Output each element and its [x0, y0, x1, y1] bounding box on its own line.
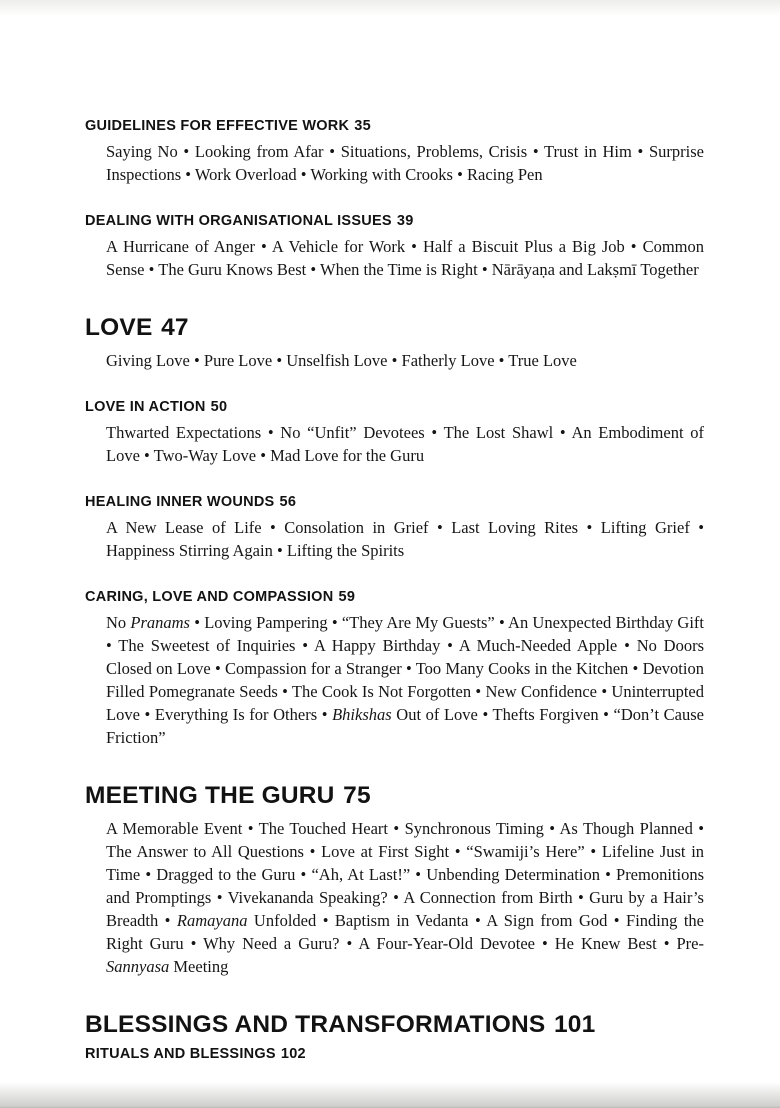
toc-entry: Lifeline Just in Time — [106, 842, 705, 884]
bullet-separator-icon: • — [494, 613, 509, 632]
toc-entry: Unbending Determination — [426, 865, 600, 884]
bullet-separator-icon: • — [316, 911, 335, 930]
toc-entry: The Guru Knows Best — [158, 260, 307, 279]
section-page-number: 101 — [553, 1011, 596, 1038]
bullet-separator-icon: • — [424, 423, 444, 442]
toc-entry: A Happy Birthday — [313, 636, 441, 655]
bullet-separator-icon: • — [210, 659, 225, 678]
bullet-separator-icon: • — [272, 351, 287, 370]
toc-entry: No Doors Closed on Love — [106, 636, 705, 678]
bullet-separator-icon: • — [471, 682, 486, 701]
section-heading — [85, 782, 704, 810]
toc-entry: A Hurricane of Anger — [106, 237, 255, 256]
bullet-separator-icon: • — [139, 446, 154, 465]
bullet-separator-icon: • — [261, 518, 285, 537]
bullet-separator-icon: • — [189, 613, 205, 632]
toc-entry: Thwarted Expectations — [106, 423, 262, 442]
section-page-number: 56 — [279, 494, 297, 510]
toc-entry: Trust in Him — [544, 142, 632, 161]
toc-entry: No Pranams — [106, 613, 190, 632]
toc-entry: A New Lease of Life — [106, 518, 262, 537]
toc-entry: Finding the Right Guru — [106, 911, 704, 953]
toc-entry: “Swamiji’s Here” — [466, 842, 585, 861]
toc-entry: Surprise Inspections — [106, 142, 704, 184]
bullet-separator-icon: • — [617, 636, 637, 655]
toc-entry: Situations, Problems, Crisis — [340, 142, 528, 161]
toc-entry: Dragged to the Guru — [156, 865, 296, 884]
bullet-separator-icon: • — [296, 165, 311, 184]
bullet-separator-icon: • — [261, 423, 281, 442]
toc-section — [85, 118, 704, 186]
bullet-separator-icon: • — [692, 819, 705, 838]
toc-entry: Vivekananda Speaking? — [227, 888, 388, 907]
bullet-separator-icon: • — [255, 237, 272, 256]
bullet-separator-icon: • — [303, 842, 322, 861]
section-page-number: 50 — [210, 399, 228, 415]
toc-entry: When the Time is Right — [320, 260, 478, 279]
toc-entry: Premonitions and Promptings — [106, 865, 705, 907]
bullet-separator-icon: • — [553, 423, 572, 442]
bullet-separator-icon: • — [317, 705, 333, 724]
section-heading — [85, 213, 704, 229]
bullet-separator-icon: • — [440, 636, 459, 655]
bullet-separator-icon: • — [387, 888, 404, 907]
toc-entry: Nārāyaṇa and Lakṣmī Together — [491, 260, 699, 279]
toc-entry: The Sweetest of Inquiries — [118, 636, 296, 655]
section-entries — [85, 516, 704, 562]
toc-section — [85, 213, 704, 281]
toc-entry: An Unexpected Birthday Gift — [508, 613, 705, 632]
section-title: MEETING THE GURU — [85, 782, 335, 809]
toc-entry: “Don’t Cause Friction” — [106, 705, 704, 747]
toc-entry: Giving Love — [106, 351, 190, 370]
bullet-separator-icon: • — [631, 142, 649, 161]
bullet-separator-icon: • — [607, 911, 627, 930]
section-heading — [85, 314, 704, 342]
bullet-separator-icon: • — [295, 865, 312, 884]
section-page-number: 35 — [354, 118, 371, 134]
toc-entry: Last Loving Rites — [451, 518, 579, 537]
section-entries — [85, 611, 704, 749]
toc-entry: Looking from Afar — [194, 142, 324, 161]
toc-entry: Racing Pen — [467, 165, 543, 184]
bullet-separator-icon: • — [387, 351, 402, 370]
bullet-separator-icon: • — [477, 260, 492, 279]
section-heading — [85, 589, 704, 605]
toc-entry: Loving Pampering — [204, 613, 328, 632]
toc-section — [85, 782, 704, 978]
toc-section — [85, 589, 704, 749]
toc-entry: Consolation in Grief — [284, 518, 429, 537]
toc-entry: Too Many Cooks in the Kitchen — [415, 659, 629, 678]
toc-section — [85, 314, 704, 372]
toc-entry: New Confidence — [485, 682, 598, 701]
toc-entry: The Answer to All Questions — [106, 842, 304, 861]
bullet-separator-icon: • — [139, 705, 155, 724]
section-title: LOVE — [85, 314, 153, 341]
bullet-separator-icon: • — [306, 260, 320, 279]
section-title: GUIDELINES FOR EFFECTIVE WORK — [85, 118, 350, 134]
toc-entry: Ramayana Unfolded — [176, 911, 317, 930]
toc-entry: Bhikshas Out of Love — [332, 705, 478, 724]
toc-entry: Saying No — [106, 142, 178, 161]
toc-entry: True Love — [508, 351, 577, 370]
toc-entry: Uninterrupted Love — [106, 682, 704, 724]
toc-entry: Why Need a Guru? — [203, 934, 340, 953]
toc-entry: A Vehicle for Work — [271, 237, 406, 256]
toc-entry: Thefts Forgiven — [492, 705, 599, 724]
bullet-separator-icon: • — [452, 165, 468, 184]
bullet-separator-icon: • — [468, 911, 487, 930]
bullet-separator-icon: • — [494, 351, 509, 370]
bullet-separator-icon: • — [534, 934, 555, 953]
toc-entry: Fatherly Love — [401, 351, 495, 370]
section-title: BLESSINGS AND TRANSFORMATIONS — [85, 1011, 546, 1038]
bullet-separator-icon: • — [158, 911, 177, 930]
bullet-separator-icon: • — [405, 237, 423, 256]
bullet-separator-icon: • — [527, 142, 545, 161]
bullet-separator-icon: • — [177, 142, 195, 161]
toc-entry: He Knew Best — [554, 934, 657, 953]
bullet-separator-icon: • — [277, 682, 292, 701]
toc-entry: Pre-Sannyasa Meeting — [106, 934, 704, 976]
toc-entry: Pure Love — [203, 351, 273, 370]
bullet-separator-icon: • — [181, 165, 195, 184]
section-title: DEALING WITH ORGANISATIONAL ISSUES — [85, 213, 392, 229]
toc-section — [85, 1046, 704, 1062]
bullet-separator-icon: • — [584, 842, 602, 861]
bullet-separator-icon: • — [628, 659, 643, 678]
toc-entry: Common Sense — [106, 237, 704, 279]
section-heading — [85, 1046, 704, 1062]
toc-entry: Lifting the Spirits — [286, 541, 405, 560]
toc-entry: Working with Crooks — [310, 165, 453, 184]
toc-entry: Work Overload — [194, 165, 297, 184]
toc-entry: “They Are My Guests” — [341, 613, 495, 632]
section-entries — [85, 140, 704, 186]
toc-section — [85, 399, 704, 467]
toc-entry: An Embodiment of Love — [106, 423, 704, 465]
bullet-separator-icon: • — [144, 260, 159, 279]
toc-entry: Compassion for a Stranger — [225, 659, 402, 678]
toc-entry: A Much-Needed Apple — [458, 636, 618, 655]
toc-entry: Baptism in Vedanta — [334, 911, 469, 930]
bullet-separator-icon: • — [323, 142, 341, 161]
toc-entry: Unselfish Love — [286, 351, 388, 370]
toc-entry: No “Unfit” Devotees — [280, 423, 425, 442]
bullet-separator-icon: • — [449, 842, 467, 861]
bullet-separator-icon: • — [388, 819, 405, 838]
bullet-separator-icon: • — [327, 613, 342, 632]
section-page-number: 75 — [343, 782, 371, 809]
toc-entry: Mad Love for the Guru — [270, 446, 425, 465]
section-title: LOVE IN ACTION — [85, 399, 206, 415]
toc-content — [85, 118, 704, 1062]
bullet-separator-icon: • — [656, 934, 677, 953]
toc-entry: A Memorable Event — [106, 819, 243, 838]
section-entries — [85, 817, 704, 978]
toc-entry: Happiness Stirring Again — [106, 541, 273, 560]
bullet-separator-icon: • — [242, 819, 259, 838]
section-entries — [85, 349, 704, 372]
section-heading — [85, 399, 704, 415]
bullet-separator-icon: • — [599, 865, 617, 884]
bullet-separator-icon: • — [477, 705, 493, 724]
bullet-separator-icon: • — [428, 518, 452, 537]
bullet-separator-icon: • — [295, 636, 314, 655]
bullet-separator-icon: • — [401, 659, 416, 678]
section-heading — [85, 494, 704, 510]
bullet-separator-icon: • — [106, 636, 119, 655]
bullet-separator-icon: • — [140, 865, 157, 884]
bullet-separator-icon: • — [189, 351, 204, 370]
bullet-separator-icon: • — [578, 518, 601, 537]
section-page-number: 102 — [280, 1046, 306, 1062]
section-heading — [85, 118, 704, 134]
bullet-separator-icon: • — [410, 865, 427, 884]
bullet-separator-icon: • — [183, 934, 204, 953]
toc-section — [85, 1011, 704, 1039]
section-heading — [85, 1011, 704, 1039]
toc-entry: Lifting Grief — [600, 518, 690, 537]
bullet-separator-icon: • — [689, 518, 705, 537]
toc-entry: A Four-Year-Old Devotee — [358, 934, 535, 953]
section-title: RITUALS AND BLESSINGS — [85, 1046, 276, 1062]
bullet-separator-icon: • — [272, 541, 287, 560]
bullet-separator-icon: • — [256, 446, 271, 465]
toc-entry: Half a Biscuit Plus a Big Job — [422, 237, 625, 256]
toc-entry: A Sign from God — [486, 911, 608, 930]
toc-entry: Everything Is for Others — [154, 705, 318, 724]
section-title: HEALING INNER WOUNDS — [85, 494, 275, 510]
toc-entry: Guru by a Hair’s Breadth — [106, 888, 704, 930]
toc-entry: A Connection from Birth — [403, 888, 573, 907]
bullet-separator-icon: • — [543, 819, 560, 838]
section-page-number: 47 — [161, 314, 189, 341]
toc-entry: Devotion Filled Pomegranate Seeds — [106, 659, 704, 701]
section-title: CARING, LOVE AND COMPASSION — [85, 589, 334, 605]
toc-entry: “Ah, At Last!” — [311, 865, 411, 884]
toc-section — [85, 494, 704, 562]
section-entries — [85, 235, 704, 281]
toc-entry: Synchronous Timing — [404, 819, 544, 838]
toc-entry: As Though Planned — [559, 819, 693, 838]
bullet-separator-icon: • — [597, 682, 612, 701]
bullet-separator-icon: • — [624, 237, 643, 256]
toc-entry: The Cook Is Not Forgotten — [291, 682, 472, 701]
bullet-separator-icon: • — [598, 705, 614, 724]
toc-entry: The Touched Heart — [258, 819, 388, 838]
toc-entry: Two-Way Love — [153, 446, 257, 465]
section-page-number: 39 — [396, 213, 414, 229]
bullet-separator-icon: • — [572, 888, 590, 907]
toc-entry: Love at First Sight — [321, 842, 450, 861]
section-page-number: 59 — [338, 589, 356, 605]
toc-entry: The Lost Shawl — [443, 423, 554, 442]
bullet-separator-icon: • — [339, 934, 359, 953]
section-entries — [85, 421, 704, 467]
bullet-separator-icon: • — [211, 888, 228, 907]
